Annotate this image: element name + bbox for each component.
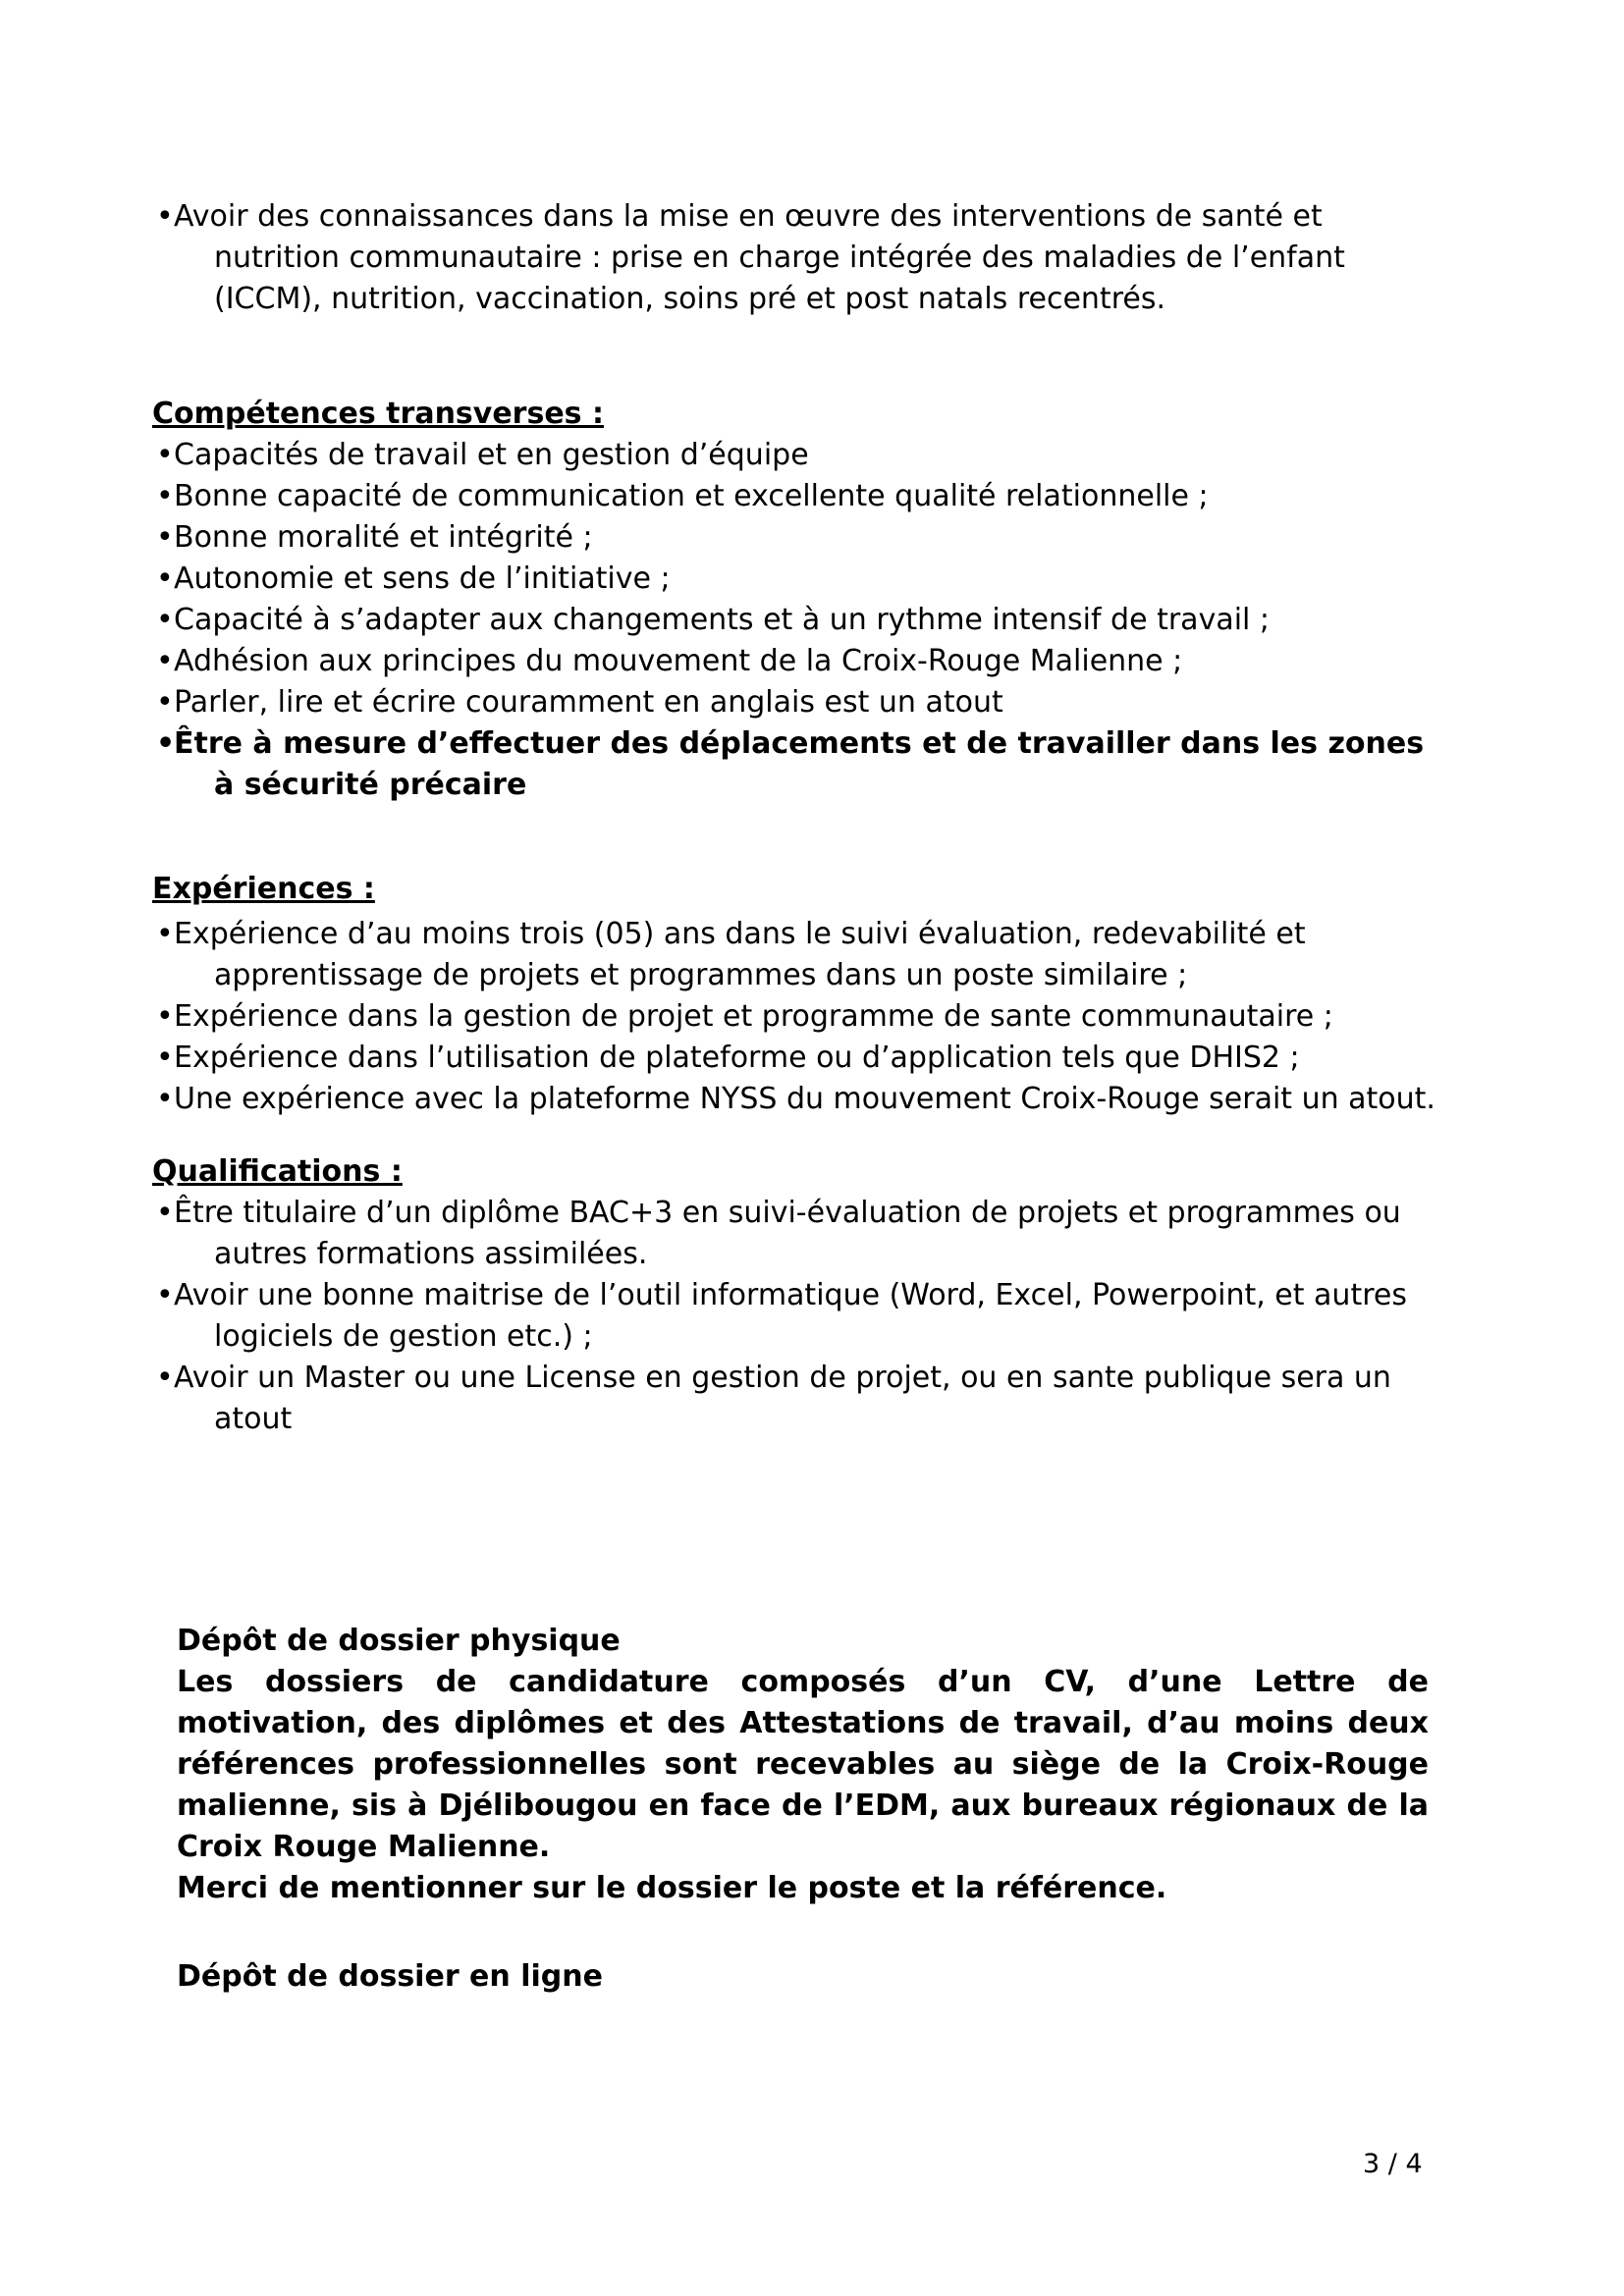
bullet-icon: • [156, 1041, 174, 1075]
list-item-text: Une expérience avec la plateforme NYSS du mouvement Croix-Rouge serait un atout. [174, 1082, 1435, 1116]
list-item [152, 435, 1436, 476]
list-item-text: Expérience dans la gestion de projet et programme de sante communautaire ; [174, 999, 1333, 1034]
list-item [152, 1275, 1436, 1358]
depot-ligne-heading: Dépôt de dossier en ligne [177, 1959, 603, 1994]
list-item [152, 641, 1436, 682]
list-item [152, 517, 1436, 559]
list-item [152, 600, 1436, 641]
bullet-icon: • [156, 726, 176, 761]
bullet-icon: • [156, 1082, 174, 1116]
experiences-list [152, 914, 1436, 1120]
bullet-icon: • [156, 479, 174, 513]
list-item-text: Être à mesure d’effectuer des déplacements et de travailler dans les zones à sécurité précaire [174, 726, 1425, 802]
bullet-icon: • [156, 561, 174, 596]
list-item-text: Bonne moralité et intégrité ; [174, 520, 593, 555]
list-item [152, 1079, 1436, 1120]
list-item-text: Capacité à s’adapter aux changements et à un rythme intensif de travail ; [174, 603, 1271, 637]
competences-list [152, 435, 1436, 806]
list-item [152, 196, 1436, 320]
list-item [152, 1038, 1436, 1079]
qualifications-list [152, 1193, 1436, 1440]
intro-list [152, 196, 1436, 320]
section-heading-experiences: Expériences : [152, 872, 375, 906]
depot-physique-heading: Dépôt de dossier physique [177, 1624, 621, 1658]
depot-ligne-section [177, 1956, 1429, 1998]
bullet-icon: • [156, 685, 174, 720]
list-item-text: Avoir des connaissances dans la mise en œuvre des interventions de santé et nutrition communautaire : prise en charge intégrée des maladies de l’enfant (ICCM), nutrition, vaccination, soins pré et post natals recentrés. [174, 199, 1345, 316]
list-item [152, 1193, 1436, 1275]
list-item-text: Avoir un Master ou une License en gestion de projet, ou en sante publique sera un atout [174, 1361, 1391, 1436]
list-item [152, 996, 1436, 1038]
bullet-icon: • [156, 438, 174, 472]
bullet-icon: • [156, 917, 174, 951]
list-item-text: Expérience dans l’utilisation de plateforme ou d’application tels que DHIS2 ; [174, 1041, 1300, 1075]
depot-physique-section [177, 1621, 1429, 1909]
bullet-icon: • [156, 199, 174, 234]
bullet-icon: • [156, 644, 174, 678]
list-item [152, 559, 1436, 600]
section-heading-competences: Compétences transverses : [152, 397, 604, 431]
bullet-icon: • [156, 1361, 174, 1395]
page-number: 3 / 4 [1363, 2149, 1423, 2179]
bullet-icon: • [156, 603, 174, 637]
list-item-text: Parler, lire et écrire couramment en anglais est un atout [174, 685, 1003, 720]
bullet-icon: • [156, 520, 174, 555]
list-item [152, 476, 1436, 517]
depot-physique-paragraph: Les dossiers de candidature composés d’un CV, d’une Lettre de motivation, des diplômes et des Attestations de travail, d’au moins deux références professionnelles sont recevables au siège de la Croix-Rouge malienne, sis à Djélibougou en face de l’EDM, aux bureaux régionaux de la Croix Rouge Malienne. [177, 1665, 1429, 1864]
list-item-text: Autonomie et sens de l’initiative ; [174, 561, 671, 596]
list-item [152, 1358, 1436, 1440]
list-item-text: Adhésion aux principes du mouvement de la Croix-Rouge Malienne ; [174, 644, 1183, 678]
section-heading-qualifications: Qualifications : [152, 1154, 403, 1189]
bullet-icon: • [156, 1278, 174, 1312]
list-item [152, 723, 1436, 806]
bullet-icon: • [156, 999, 174, 1034]
list-item [152, 682, 1436, 723]
depot-physique-note: Merci de mentionner sur le dossier le poste et la référence. [177, 1871, 1167, 1905]
list-item [152, 914, 1436, 996]
list-item-text: Avoir une bonne maitrise de l’outil informatique (Word, Excel, Powerpoint, et autres logiciels de gestion etc.) ; [174, 1278, 1407, 1354]
bullet-icon: • [156, 1196, 174, 1230]
list-item-text: Expérience d’au moins trois (05) ans dans le suivi évaluation, redevabilité et apprentissage de projets et programmes dans un poste similaire ; [174, 917, 1306, 992]
list-item-text: Capacités de travail et en gestion d’équipe [174, 438, 809, 472]
list-item-text: Être titulaire d’un diplôme BAC+3 en suivi-évaluation de projets et programmes ou autres formations assimilées. [174, 1196, 1401, 1271]
list-item-text: Bonne capacité de communication et excellente qualité relationnelle ; [174, 479, 1209, 513]
document-content [152, 196, 1436, 1998]
